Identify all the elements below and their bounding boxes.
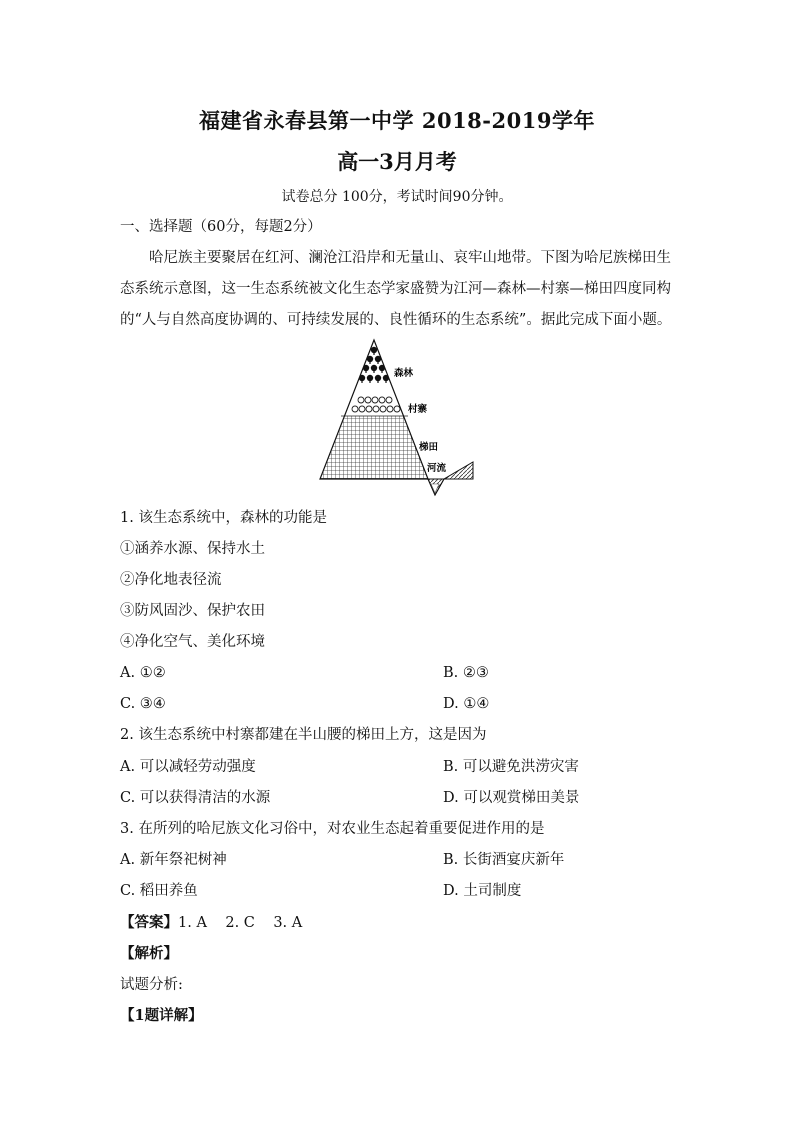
question-1-statement: ③防风固沙、保护农田 [120,603,265,619]
label-river: 河流 [427,463,447,474]
question-1-option-a: A. ①② [120,665,166,681]
question-3-option-a: A. 新年祭祀树神 [120,852,227,868]
question-2-option-b: B. 可以避免洪涝灾害 [443,759,579,775]
question-1-option-b: B. ②③ [443,665,489,681]
exam-subtitle: 高一3月月考 [337,149,457,174]
question-1-statement: ①涵养水源、保持水土 [120,541,265,557]
exam-title: 福建省永春县第一中学 2018-2019学年 [199,108,595,133]
label-forest: 森林 [394,368,414,379]
answer-line [120,913,302,933]
question-3-option-c: C. 稻田养鱼 [120,883,198,899]
section-intro: 哈尼族主要聚居在红河、澜沧江沿岸和无量山、哀牢山地带。下图为哈尼族梯田生态系统示意图，这一生态系统被文化生态学家盛赞为江河—森林—村寨—梯田四度同构的“人与自然高度协调的、可持续发展的、良性循环的生态系统”。据此完成下面小题。 [120,250,672,328]
question-2-stem: 2. 该生态系统中村寨都建在半山腰的梯田上方，这是因为 [120,727,487,743]
forest-zone [315,338,435,388]
analysis-intro: 试题分析: [120,977,183,993]
question-1-statement: ②净化地表径流 [120,572,222,588]
question-2-option-c: C. 可以获得清洁的水源 [120,790,271,806]
section-heading: 一、选择题（60分，每题2分） [120,219,322,235]
question-1-stem: 1. 该生态系统中，森林的功能是 [120,510,327,526]
terrace-zone [315,416,435,480]
question-1-option-c: C. ③④ [120,696,166,712]
label-village: 村寨 [408,404,428,415]
question-2-option-d: D. 可以观赏梯田美景 [443,790,580,806]
analysis-q1-detail: 【1题详解】 [120,1007,203,1024]
answer-label: 【答案】 [120,914,178,931]
terrace-ecosystem-figure [315,338,480,498]
exam-info: 试卷总分 100分，考试时间90分钟。 [281,189,513,205]
question-3-option-d: D. 土司制度 [443,883,522,899]
answer-text: 1. A 2. C 3. A [178,915,303,931]
question-3-stem: 3. 在所列的哈尼族文化习俗中，对农业生态起着重要促进作用的是 [120,821,545,837]
question-3-option-b: B. 长街酒宴庆新年 [443,852,565,868]
analysis-label: 【解析】 [120,945,178,962]
question-1-statement: ④净化空气、美化环境 [120,634,265,650]
question-1-option-d: D. ①④ [443,696,490,712]
question-2-option-a: A. 可以减轻劳动强度 [120,759,256,775]
label-terrace: 梯田 [419,442,439,453]
